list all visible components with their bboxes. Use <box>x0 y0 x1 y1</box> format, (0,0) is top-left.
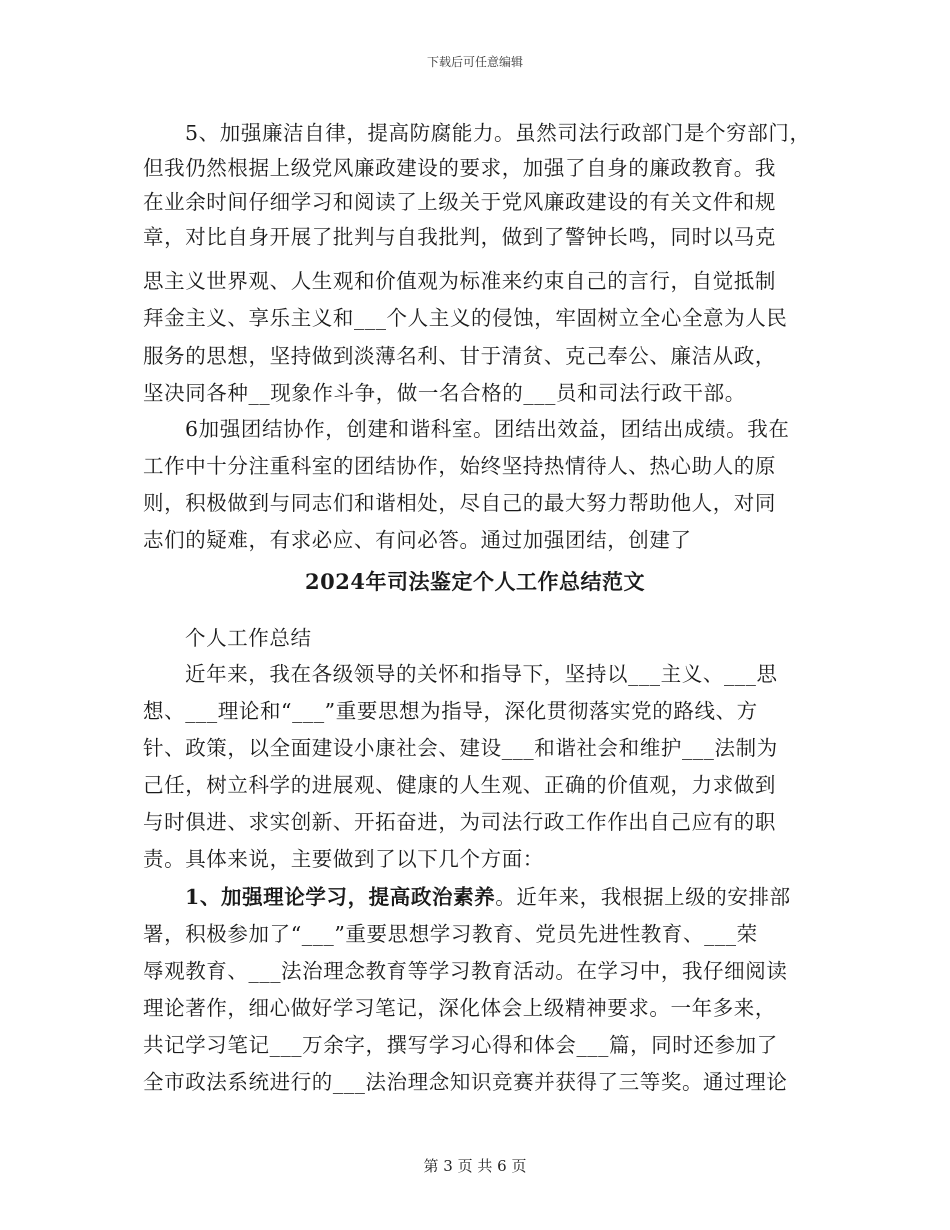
paragraph-line: 工作中十分注重科室的团结协作，始终坚持热情待人、热心助人的原 <box>143 454 776 478</box>
paragraph-line: 志们的疑难，有求必应、有问必答。通过加强团结，创建了 <box>143 528 692 552</box>
paragraph-line: 针、政策，以全面建设小康社会、建设___和谐社会和维护___法制为 <box>143 736 778 760</box>
paragraph-line: 与时俱进、求实创新、开拓奋进，为司法行政工作作出自己应有的职 <box>143 810 776 834</box>
paragraph-line: 在业余时间仔细学习和阅读了上级关于党风廉政建设的有关文件和规 <box>143 190 776 214</box>
page-footer: 第 3 页 共 6 页 <box>423 1157 527 1175</box>
paragraph-line: 近年来，我在各级领导的关怀和指导下，坚持以___主义、___思 <box>185 662 778 686</box>
paragraph-line: 己任，树立科学的进展观、健康的人生观、正确的价值观，力求做到 <box>143 773 776 797</box>
paragraph-line: 思主义世界观、人生观和价值观为标准来约束自己的言行，自觉抵制 <box>143 269 776 293</box>
paragraph-line: 全市政法系统进行的___法治理念知识竞赛并获得了三等奖。通过理论 <box>143 1070 788 1094</box>
paragraph-line: 理论著作，细心做好学习笔记，深化体会上级精神要求。一年多来， <box>143 996 776 1020</box>
paragraph-line: 辱观教育、___法治理念教育等学习教育活动。在学习中，我仔细阅读 <box>143 959 788 983</box>
point-heading: 1、加强理论学习，提高政治素养 <box>185 885 496 909</box>
paragraph-line: 坚决同各种__现象作斗争，做一名合格的___员和司法行政干部。 <box>143 381 746 405</box>
section-subtitle: 个人工作总结 <box>185 626 312 650</box>
paragraph-line <box>185 880 791 910</box>
paragraph-line: 责。具体来说，主要做到了以下几个方面： <box>143 847 544 871</box>
paragraph-line: 拜金主义、享乐主义和___个人主义的侵蚀，牢固树立全心全意为人民 <box>143 306 788 330</box>
point-text: 。近年来，我根据上级的安排部 <box>495 885 791 909</box>
document-title: 2024年司法鉴定个人工作总结范文 <box>305 569 645 594</box>
paragraph-line: 服务的思想，坚持做到淡薄名利、甘于清贫、克己奉公、廉洁从政， <box>143 344 776 368</box>
paragraph-line: 6加强团结协作，创建和谐科室。团结出效益，团结出成绩。我在 <box>185 417 790 441</box>
paragraph-line: 则，积极做到与同志们和谐相处，尽自己的最大努力帮助他人，对同 <box>143 491 776 515</box>
paragraph-line: 但我仍然根据上级党风廉政建设的要求，加强了自身的廉政教育。我 <box>143 156 776 180</box>
paragraph-line: 共记学习笔记___万余字，撰写学习心得和体会___篇，同时还参加了 <box>143 1033 778 1057</box>
paragraph-line: 想、___理论和“___”重要思想为指导，深化贯彻落实党的路线、方 <box>143 699 758 723</box>
page-header: 下载后可任意编辑 <box>426 55 523 69</box>
paragraph-line: 5、加强廉洁自律，提高防腐能力。虽然司法行政部门是个穷部门， <box>185 121 811 145</box>
paragraph-line: 署，积极参加了“___”重要思想学习教育、党员先进性教育、___荣 <box>143 922 758 946</box>
paragraph-line: 章，对比自身开展了批判与自我批判，做到了警钟长鸣，同时以马克 <box>143 225 776 249</box>
